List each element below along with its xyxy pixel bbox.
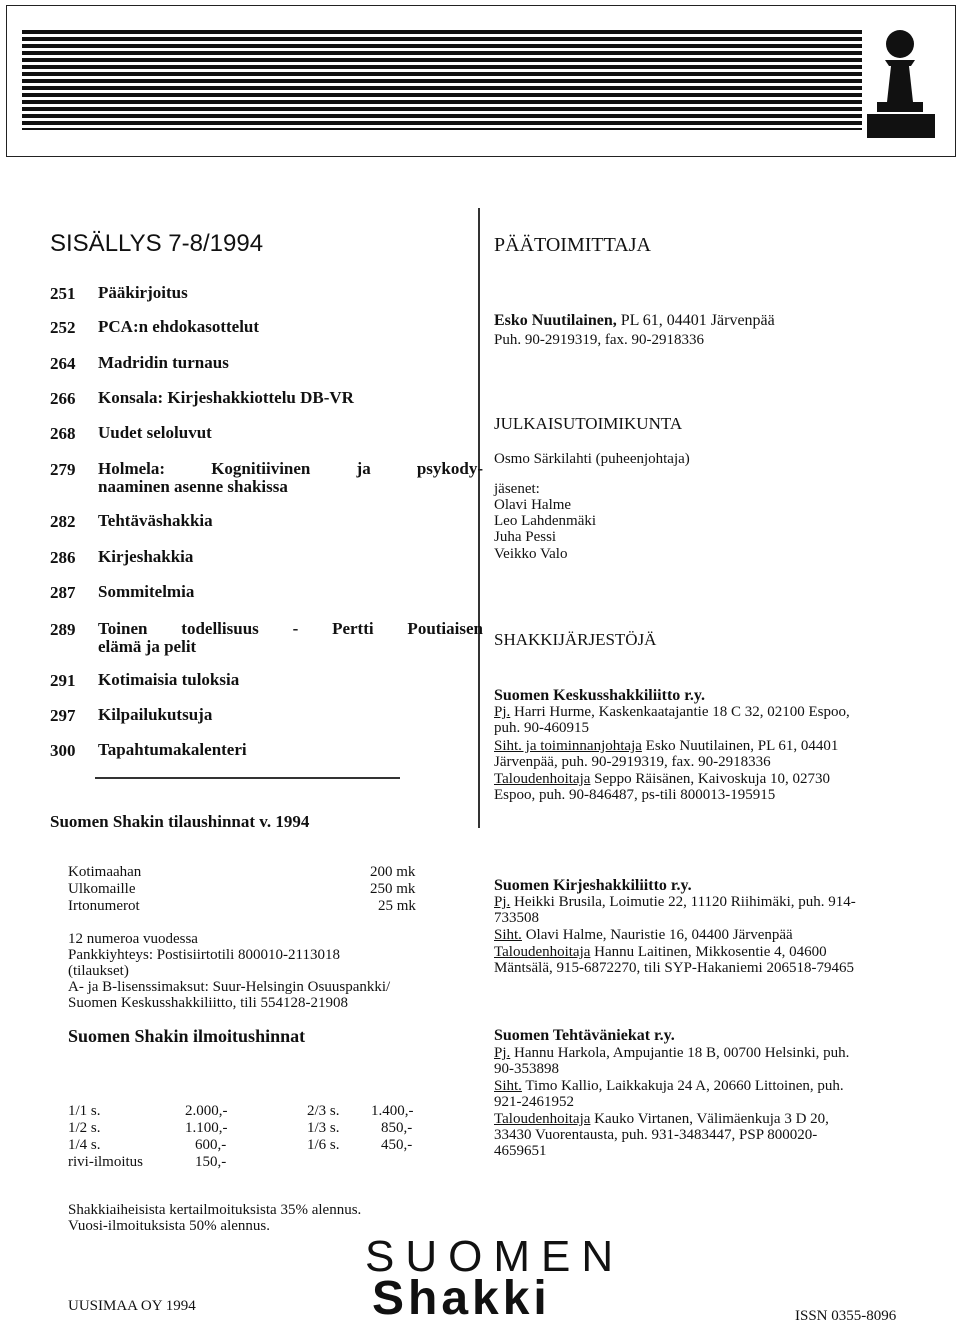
price-value: 200 mk: [370, 864, 416, 880]
org-line: 921-2461952: [494, 1094, 574, 1110]
toc-label: PCA:n ehdokasottelut: [98, 317, 260, 336]
ads-title: Suomen Shakin ilmoitushinnat: [68, 1026, 306, 1046]
role-text: Heikki Brusila, Loimutie 22, 11120 Riihimäki, puh. 914-: [510, 894, 856, 910]
price-label: Irtonumerot: [68, 898, 140, 914]
org-line: [494, 944, 827, 960]
toc-page: 252: [50, 318, 76, 337]
toc-label: Kotimaisia tuloksia: [98, 670, 240, 689]
board-heading: JULKAISUTOIMIKUNTA: [494, 414, 683, 433]
toc-label: Madridin turnaus: [98, 353, 229, 372]
ad-size: 1/3 s.: [307, 1120, 340, 1136]
toc-label-cont: naaminen asenne shakissa: [98, 477, 288, 496]
editor-phone: Puh. 90-2919319, fax. 90-2918336: [494, 332, 704, 348]
org-line: Mäntsälä, 915-6872270, tili SYP-Hakaniemi 206518-79465: [494, 960, 854, 976]
toc-page: 268: [50, 424, 76, 443]
role-label: Pj.: [494, 704, 511, 720]
org-name: Suomen Kirjeshakkiliitto r.y.: [494, 877, 692, 894]
role-label: Taloudenhoitaja: [494, 1111, 591, 1127]
ad-size: 1/2 s.: [68, 1120, 101, 1136]
org-line: [494, 894, 856, 910]
board-member: Olavi Halme: [494, 497, 572, 513]
toc-label: Tapahtumakalenteri: [98, 740, 247, 759]
toc-label: Pääkirjoitus: [98, 283, 188, 302]
role-label: Siht. ja toiminnanjohtaja: [494, 738, 642, 754]
org-line: [494, 1045, 849, 1061]
org-line: [494, 738, 838, 754]
role-text: Timo Kallio, Laikkakuja 24 A, 20660 Littoinen, puh.: [521, 1078, 844, 1094]
logo-suomen: SUOMEN: [365, 1232, 625, 1281]
subscription-line: 12 numeroa vuodessa: [68, 931, 198, 947]
role-text: Hannu Harkola, Ampujantie 18 B, 00700 Helsinki, puh.: [510, 1045, 850, 1061]
logo-shakki: Shakki: [372, 1272, 551, 1325]
masthead-stripes: [22, 30, 862, 130]
subscription-line: (tilaukset): [68, 963, 129, 979]
toc-label: Konsala: Kirjeshakkiottelu DB-VR: [98, 388, 354, 407]
role-label: Pj.: [494, 1045, 511, 1061]
toc-title: SISÄLLYS 7-8/1994: [50, 230, 264, 257]
ad-price: 150,-: [195, 1154, 227, 1170]
toc-page: 297: [50, 706, 76, 725]
issn: ISSN 0355-8096: [795, 1308, 897, 1324]
role-label: Siht.: [494, 927, 522, 943]
org-name: Suomen Tehtäväniekat r.y.: [494, 1027, 675, 1044]
org-name: Suomen Keskusshakkiliitto r.y.: [494, 687, 706, 704]
price-value: 250 mk: [370, 881, 416, 897]
price-label: Kotimaahan: [68, 864, 142, 880]
role-text: Esko Nuutilainen, PL 61, 04401: [641, 738, 839, 754]
subscription-title: Suomen Shakin tilaushinnat v. 1994: [50, 812, 310, 831]
role-label: Pj.: [494, 894, 511, 910]
org-line: [494, 927, 793, 943]
role-text: Kauko Virtanen, Välimäenkuja 3 D 20,: [590, 1111, 829, 1127]
org-line: 90-353898: [494, 1061, 559, 1077]
ad-size: 1/4 s.: [68, 1137, 101, 1153]
toc-page: 264: [50, 354, 76, 373]
role-text: Harri Hurme, Kaskenkaatajantie 18 C 32, 02100 Espoo,: [510, 704, 850, 720]
org-line: [494, 704, 850, 720]
board-members-label: jäsenet:: [494, 481, 540, 497]
ad-price: 1.100,-: [185, 1120, 228, 1136]
divider: [95, 777, 400, 779]
ad-size: 1/6 s.: [307, 1137, 340, 1153]
publisher: UUSIMAA OY 1994: [68, 1298, 196, 1314]
toc-page: 289: [50, 620, 76, 639]
toc-page: 282: [50, 512, 76, 531]
price-label: Ulkomaille: [68, 881, 136, 897]
role-text: Hannu Laitinen, Mikkosentie 4, 04600: [590, 944, 827, 960]
editor-address: PL 61, 04401 Järvenpää: [616, 312, 775, 329]
toc-page: 279: [50, 460, 76, 479]
toc-page: 300: [50, 741, 76, 760]
ad-price: 1.400,-: [371, 1103, 414, 1119]
subscription-line: Pankkiyhteys: Postisiirtotili 800010-2113018: [68, 947, 340, 963]
toc-page: 287: [50, 583, 76, 602]
toc-label-cont: elämä ja pelit: [98, 637, 197, 656]
toc-page: 251: [50, 284, 76, 303]
board-member: Leo Lahdenmäki: [494, 513, 597, 529]
org-line: 4659651: [494, 1143, 547, 1159]
toc-page: 286: [50, 548, 76, 567]
toc-label: Holmela: Kognitiivinen ja psykody-: [98, 459, 483, 478]
ad-size: 1/1 s.: [68, 1103, 101, 1119]
subscription-line: A- ja B-lisenssimaksut: Suur-Helsingin Osuuspankki/: [68, 979, 391, 995]
org-line: Järvenpää, puh. 90-2919319, fax. 90-2918336: [494, 754, 771, 770]
editor-name: Esko Nuutilainen,: [494, 312, 617, 329]
toc-label: Uudet seloluvut: [98, 423, 212, 442]
chess-pawn-icon: [845, 22, 945, 140]
role-label: Siht.: [494, 1078, 522, 1094]
toc-label: Tehtäväshakkia: [98, 511, 213, 530]
toc-label: Toinen todellisuus - Pertti Poutiaisen: [98, 619, 483, 638]
ad-price: 450,-: [381, 1137, 413, 1153]
price-value: 25 mk: [378, 898, 416, 914]
board-member: Juha Pessi: [494, 529, 557, 545]
toc-label: Sommitelmia: [98, 582, 195, 601]
ad-price: 600,-: [195, 1137, 227, 1153]
org-line: Espoo, puh. 90-846487, ps-tili 800013-195915: [494, 787, 776, 803]
ad-size: rivi-ilmoitus: [68, 1154, 143, 1170]
org-line: [494, 1111, 829, 1127]
ad-note: Vuosi-ilmoituksista 50% alennus.: [68, 1218, 271, 1234]
role-label: Taloudenhoitaja: [494, 771, 591, 787]
board-member: Veikko Valo: [494, 546, 568, 562]
ad-price: 850,-: [381, 1120, 413, 1136]
ad-note: Shakkiaiheisista kertailmoituksista 35% alennus.: [68, 1202, 362, 1218]
ad-size: 2/3 s.: [307, 1103, 340, 1119]
role-text: Olavi Halme, Nauristie 16, 04400 Järvenpää: [521, 927, 793, 943]
toc-page: 266: [50, 389, 76, 408]
editor-heading: PÄÄTOIMITTAJA: [494, 234, 651, 256]
toc-label: Kilpailukutsuja: [98, 705, 213, 724]
org-line: [494, 771, 830, 787]
toc-page: 291: [50, 671, 76, 690]
toc-label: Kirjeshakkia: [98, 547, 194, 566]
role-text: Seppo Räisänen, Kaivoskuja 10, 02730: [590, 771, 830, 787]
org-line: 33430 Vuorentausta, puh. 931-3483447, PSP 800020-: [494, 1127, 818, 1143]
org-line: puh. 90-460915: [494, 720, 589, 736]
editor-line: [494, 313, 775, 329]
ad-price: 2.000,-: [185, 1103, 228, 1119]
orgs-heading: SHAKKIJÄRJESTÖJÄ: [494, 630, 657, 649]
org-line: [494, 1078, 844, 1094]
board-chair: Osmo Särkilahti (puheenjohtaja): [494, 451, 690, 467]
org-line: 733508: [494, 910, 539, 926]
subscription-line: Suomen Keskusshakkiliitto, tili 554128-21908: [68, 995, 348, 1011]
role-label: Taloudenhoitaja: [494, 944, 591, 960]
